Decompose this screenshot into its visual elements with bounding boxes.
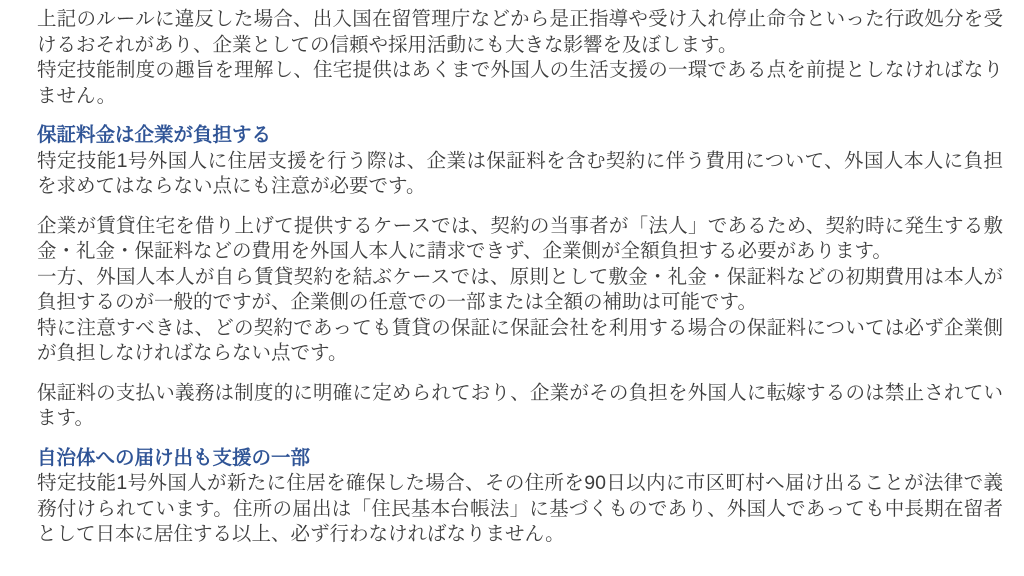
text-line: 企業が賃貸住宅を借り上げて提供するケースでは、契約の当事者が「法人」であるため、契約時に発生する敷 bbox=[37, 214, 1003, 237]
text-line: 一方、外国人本人が自ら賃貸契約を結ぶケースでは、原則として敷金・礼金・保証料などの初期費用は本人が bbox=[37, 265, 1003, 288]
municipality-section-heading: 自治体への届け出も支援の一部 bbox=[37, 446, 311, 469]
text-line: 特定技能制度の趣旨を理解し、住宅提供はあくまで外国人の生活支援の一環である点を前提としなければなり bbox=[37, 59, 1003, 81]
intro-paragraph bbox=[37, 7, 1003, 109]
text-line: 金・礼金・保証料などの費用を外国人本人に請求できず、企業側が全額負担する必要があります。 bbox=[37, 240, 892, 262]
text-line: けるおそれがあり、企業としての信頼や採用活動にも大きな影響を及ぼします。 bbox=[37, 33, 738, 56]
guarantee-cases-paragraph bbox=[37, 214, 1003, 367]
text-line: を求めてはならない点にも注意が必要です。 bbox=[37, 175, 426, 197]
text-line: 務付けられています。住所の届出は「住民基本台帳法」に基づくものであり、外国人であっても中長期在留者 bbox=[37, 497, 1003, 520]
text-line: ません。 bbox=[37, 84, 117, 107]
text-line: が負担しなければならない点です。 bbox=[37, 342, 348, 364]
text-line: 保証料の支払い義務は制度的に明確に定められており、企業がその負担を外国人に転嫁するのは禁止されてい bbox=[37, 381, 1003, 404]
municipality-section bbox=[37, 446, 1003, 548]
guarantee-obligation-paragraph bbox=[37, 381, 1003, 432]
text-line: 特定技能1号外国人に住居支援を行う際は、企業は保証料を含む契約に伴う費用について、外国人本人に負担 bbox=[37, 149, 1003, 172]
text-line: 上記のルールに違反した場合、出入国在留管理庁などから是正指導や受け入れ停止命令といった行政処分を受 bbox=[37, 8, 1003, 30]
guarantee-section-header-group bbox=[37, 123, 1003, 200]
text-line: 特に注意すべきは、どの契約であっても賃貸の保証に保証会社を利用する場合の保証料については必ず企業側 bbox=[37, 316, 1003, 339]
text-line: ます。 bbox=[37, 407, 94, 429]
text-line: 特定技能1号外国人が新たに住居を確保した場合、その住所を90日以内に市区町村へ届け出ることが法律で義 bbox=[37, 472, 1003, 494]
text-line: として日本に居住する以上、必ず行わなければなりません。 bbox=[37, 523, 565, 545]
text-line: 負担するのが一般的ですが、企業側の任意での一部または全額の補助は可能です。 bbox=[37, 291, 757, 313]
guarantee-section-heading: 保証料金は企業が負担する bbox=[37, 124, 272, 146]
